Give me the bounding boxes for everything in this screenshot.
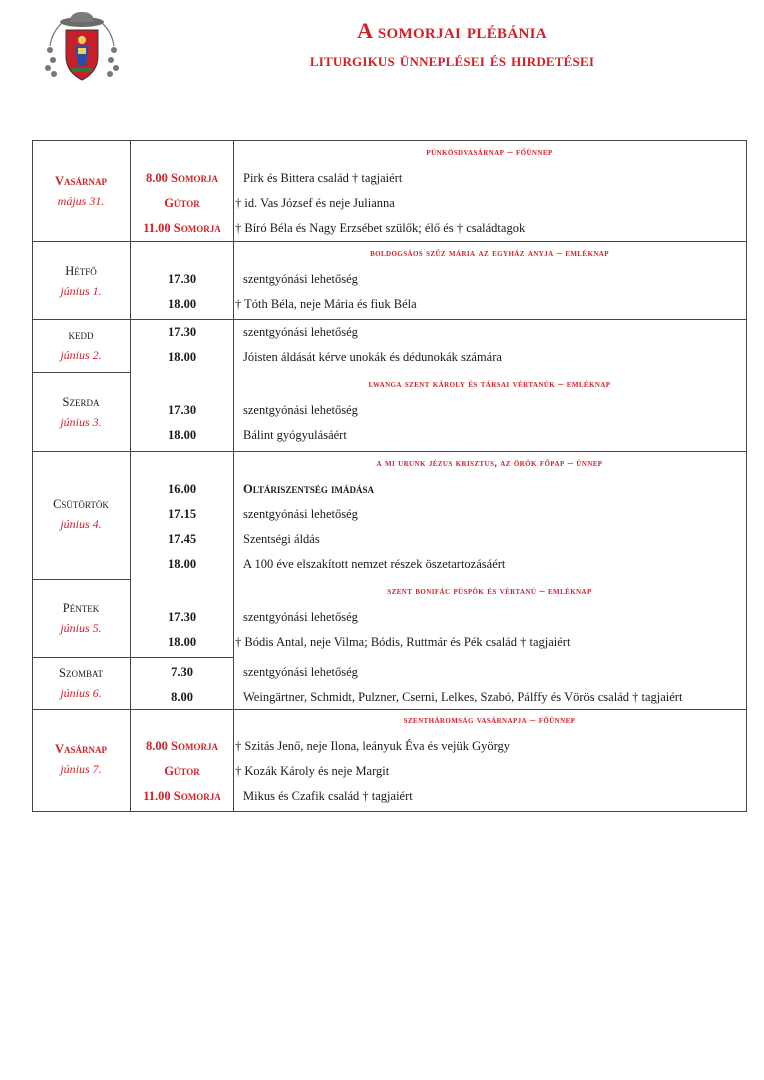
mass-time: 17.30	[167, 325, 197, 339]
mass-intention: Jóisten áldását kérve unokák és dédunokák számára	[243, 350, 502, 364]
mass-time: 8.00 Somorja	[146, 171, 218, 185]
feast-title: szentháromság vasárnapja – főünnep	[403, 715, 576, 726]
mass-intention: szentgyónási lehetőség	[243, 507, 358, 521]
row-divider	[33, 709, 746, 710]
mass-intention: † Tóth Béla, neje Mária és fiuk Béla	[235, 297, 417, 311]
page-subtitle: liturgikus ünneplései és hirdetései	[309, 50, 595, 71]
feast-title: pünkösdvasárnap – főünnep	[426, 147, 553, 158]
day-name: Szombat	[59, 666, 103, 680]
row-divider	[33, 657, 233, 658]
mass-intention: A 100 éve elszakított nemzet részek öszetartozásáért	[243, 557, 506, 571]
mass-intention: Mikus és Czafik család † tagjaiért	[243, 789, 413, 803]
day-name: Vasárnap	[54, 174, 108, 188]
day-cell-sunday-june-7	[33, 739, 129, 779]
day-cell-thursday	[33, 494, 129, 534]
mass-time: 18.00	[167, 635, 197, 649]
mass-intention: szentgyónási lehetőség	[243, 403, 358, 417]
day-cell-wednesday	[33, 392, 129, 432]
page-title: A somorjai plébánia	[357, 18, 547, 43]
row-divider	[33, 319, 746, 320]
mass-intention: Szentségi áldás	[243, 532, 320, 546]
day-cell-sunday-may-31	[33, 171, 129, 211]
mass-time: 8.00 Somorja	[146, 739, 218, 753]
mass-intention: † Bódis Antal, neje Vilma; Bódis, Ruttmár és Pék család † tagjaiért	[235, 635, 571, 649]
row-divider	[33, 241, 746, 242]
day-date: május 31.	[57, 194, 105, 208]
day-cell-monday	[33, 261, 129, 301]
row-divider	[33, 451, 746, 452]
day-name: Csütörtök	[53, 497, 109, 511]
feast-title: szent bonifác püspök és vértanú – emléknap	[387, 586, 592, 597]
day-name: Vasárnap	[54, 742, 108, 756]
mass-time: 17.45	[167, 532, 197, 546]
mass-intention: Oltáriszentség imádása	[243, 482, 375, 496]
mass-time: 7.30	[171, 665, 193, 679]
mass-intention: Weingärtner, Schmidt, Pulzner, Cserni, Lelkes, Szabó, Pálffy és Vörös család † tagjaiért	[243, 690, 683, 704]
parish-coat-of-arms-icon	[44, 10, 120, 84]
day-date: június 4.	[60, 517, 102, 531]
mass-intention: Pirk és Bittera család † tagjaiért	[243, 171, 403, 185]
mass-time: 11.00 Somorja	[143, 789, 221, 803]
day-cell-tuesday	[33, 325, 129, 365]
feast-title: boldogsáos szűz mária az egyház anyja – emléknap	[370, 248, 609, 259]
liturgy-schedule-table	[32, 140, 747, 812]
mass-intention: szentgyónási lehetőség	[243, 610, 358, 624]
mass-intention: Bálint gyógyulásáért	[243, 428, 347, 442]
day-cell-friday	[33, 598, 129, 638]
day-date: június 6.	[60, 686, 102, 700]
feast-title: a mi urunk jézus krisztus, az örök főpap – ünnep	[376, 458, 603, 469]
day-name: kedd	[68, 328, 94, 342]
day-cell-saturday	[33, 663, 129, 703]
mass-intention: szentgyónási lehetőség	[243, 665, 358, 679]
mass-intention: szentgyónási lehetőség	[243, 325, 358, 339]
mass-intention: † Kozák Károly és neje Margit	[235, 764, 390, 778]
day-date: június 3.	[60, 415, 102, 429]
day-name: Péntek	[62, 601, 100, 615]
mass-time: 18.00	[167, 297, 197, 311]
mass-time: 17.15	[167, 507, 197, 521]
mass-intention: szentgyónási lehetőség	[243, 272, 358, 286]
mass-time: 17.30	[167, 272, 197, 286]
day-name: Hétfő	[65, 264, 97, 278]
row-divider	[33, 372, 130, 373]
mass-time: 17.30	[167, 403, 197, 417]
mass-time: 17.30	[167, 610, 197, 624]
mass-time: 18.00	[167, 557, 197, 571]
feast-title: lwanga szent károly és társai vértanúk – emléknap	[368, 379, 611, 390]
mass-time: 16.00	[167, 482, 197, 496]
mass-time: 11.00 Somorja	[143, 221, 221, 235]
mass-intention: † Bíró Béla és Nagy Erzsébet szülők; élő és † családtagok	[235, 221, 526, 235]
day-date: június 5.	[60, 621, 102, 635]
day-date: június 1.	[60, 284, 102, 298]
day-name: Szerda	[62, 395, 100, 409]
mass-time: 18.00	[167, 350, 197, 364]
mass-location: Gútor	[164, 196, 200, 210]
row-divider	[33, 579, 130, 580]
mass-time: 8.00	[171, 690, 193, 704]
mass-location: Gútor	[164, 764, 200, 778]
mass-time: 18.00	[167, 428, 197, 442]
day-date: június 7.	[60, 762, 102, 776]
mass-intention: † id. Vas József és neje Julianna	[235, 196, 395, 210]
mass-intention: † Szitás Jenő, neje Ilona, leányuk Éva és vejük György	[235, 739, 511, 753]
day-date: június 2.	[60, 348, 102, 362]
